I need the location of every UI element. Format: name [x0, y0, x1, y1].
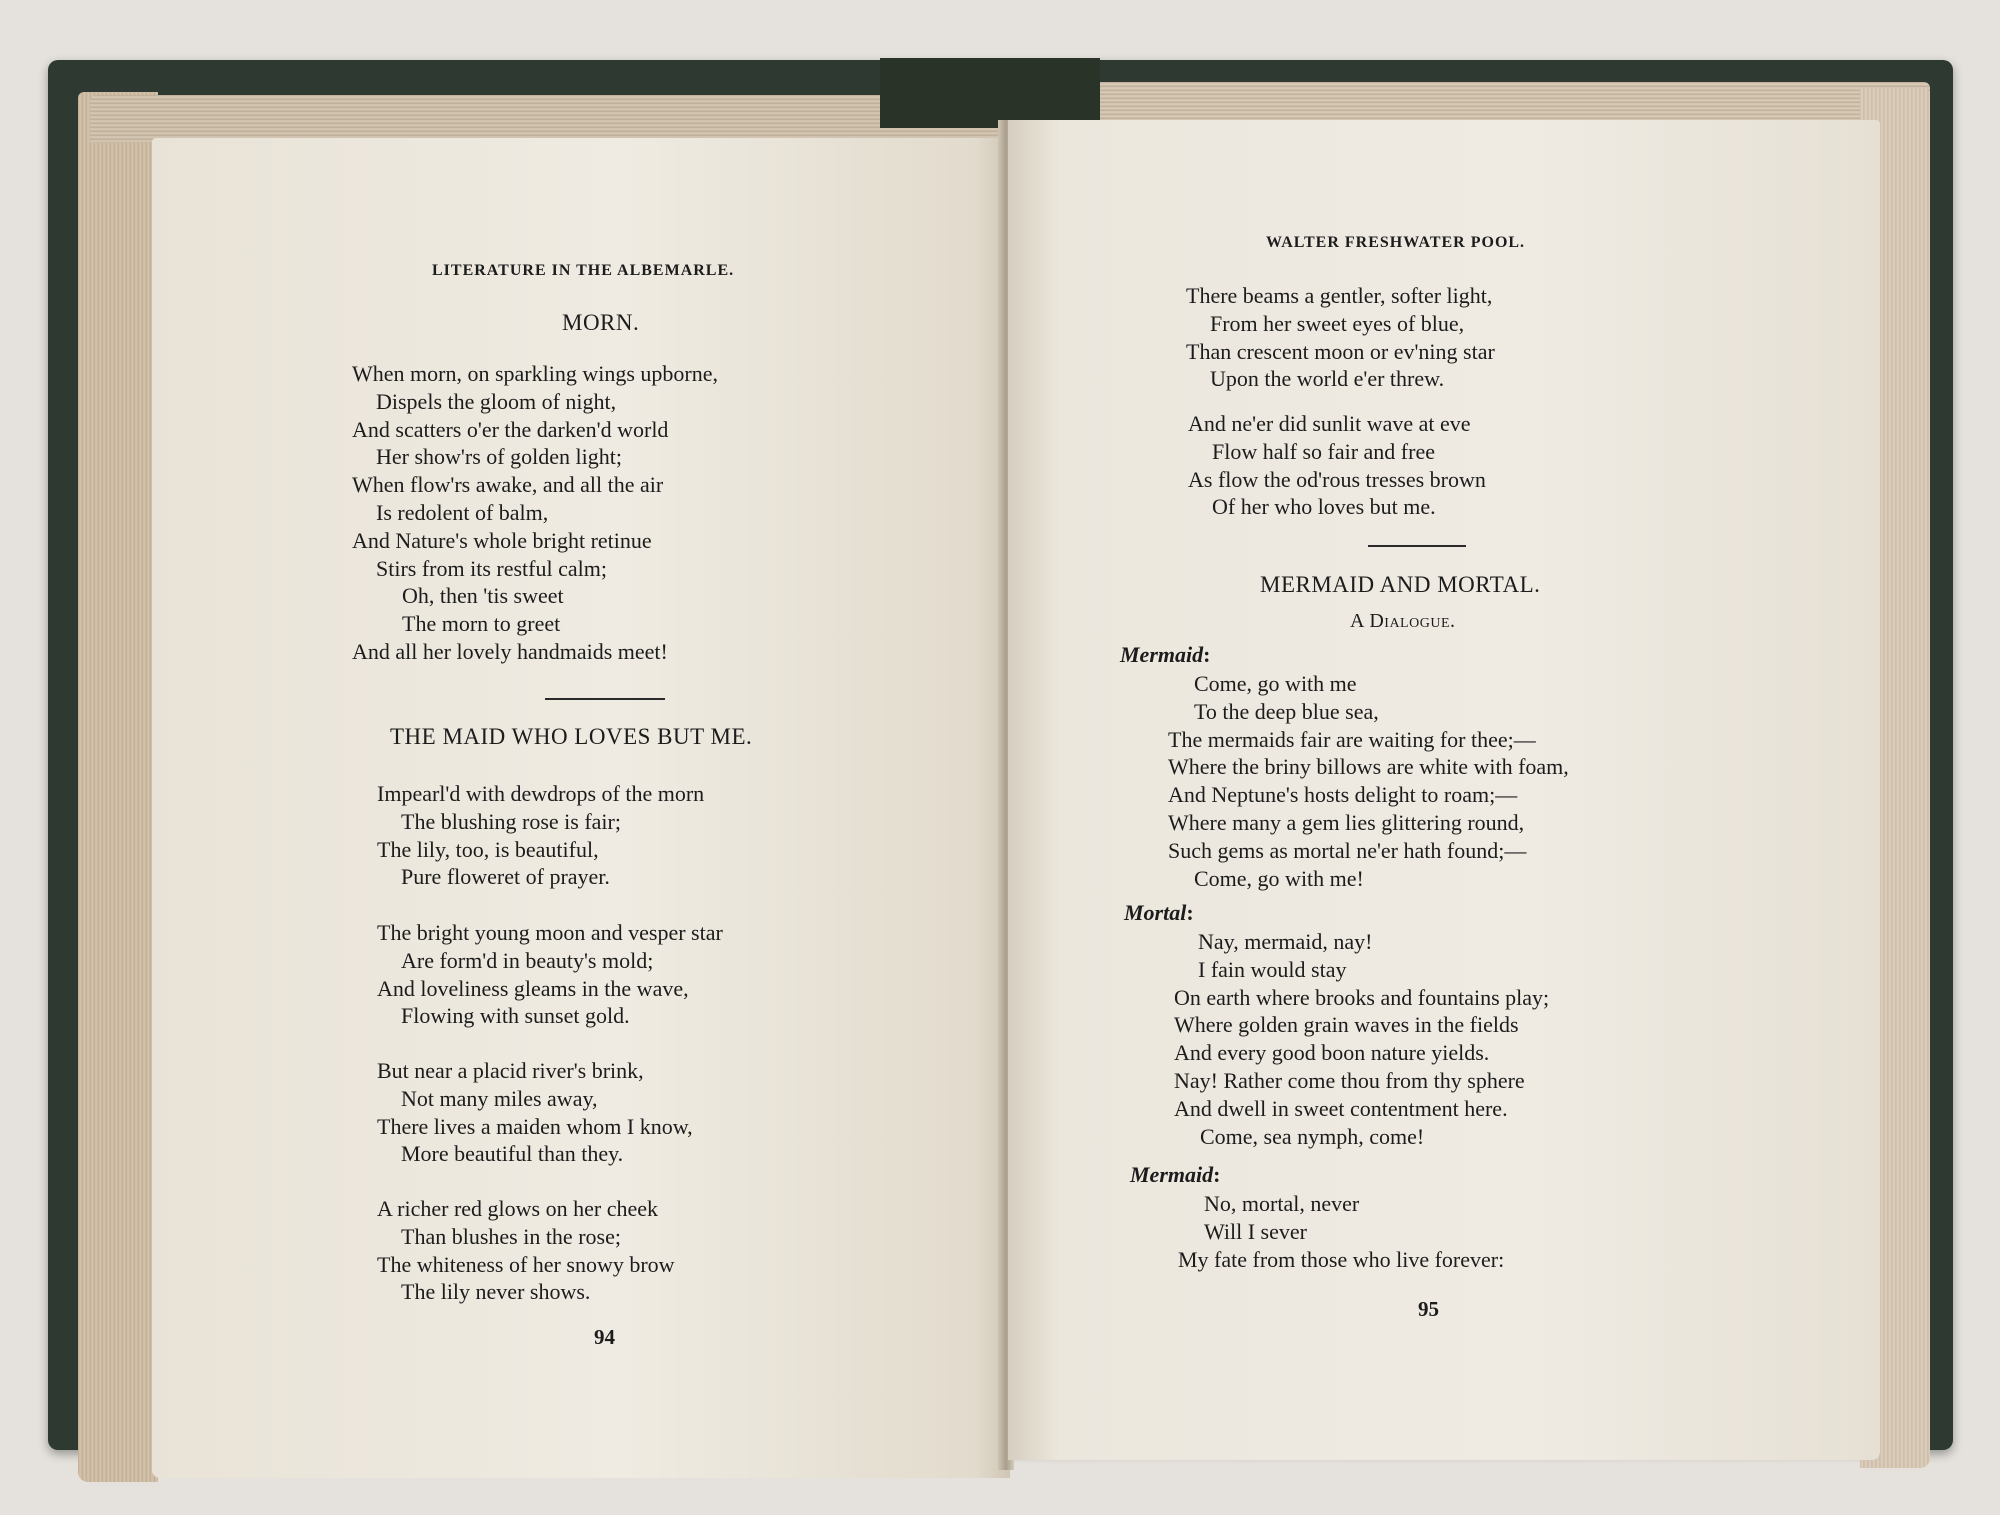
poem-line: Nay, mermaid, nay! — [1198, 929, 1373, 954]
poem-line: Of her who loves but me. — [1212, 494, 1436, 520]
stanza — [1186, 282, 1495, 393]
page-number-right: 95 — [1418, 1297, 1439, 1321]
poem-line: Oh, then 'tis sweet — [402, 583, 564, 609]
poem-line: As flow the od'rous tresses brown — [1188, 466, 1486, 492]
left-running-head: LITERATURE IN THE ALBEMARLE. — [432, 262, 735, 279]
poem-line: And scatters o'er the darken'd world — [352, 416, 669, 442]
poem-line: The lily, too, is beautiful, — [377, 836, 599, 862]
poem-line: On earth where brooks and fountains play; — [1174, 984, 1550, 1010]
poem-line: But near a placid river's brink, — [377, 1058, 644, 1083]
poem-line: Than crescent moon or ev'ning star — [1186, 338, 1495, 364]
poem-line: And all her lovely handmaids meet! — [352, 638, 668, 664]
poem-line: No, mortal, never — [1204, 1191, 1360, 1216]
stanza — [377, 1057, 693, 1168]
poem-line: Come, go with me — [1194, 671, 1357, 696]
section-divider — [545, 698, 665, 700]
poem-line: And Neptune's hosts delight to roam;— — [1168, 782, 1518, 808]
poem-line: Where the briny billows are white with foam, — [1168, 754, 1569, 780]
poem-line: Than blushes in the rose; — [401, 1223, 621, 1249]
poem-line: Are form'd in beauty's mold; — [401, 947, 654, 973]
poem-line: Impearl'd with dewdrops of the morn — [377, 781, 705, 806]
section-divider — [1368, 545, 1466, 547]
poem-line: The blushing rose is fair; — [401, 808, 621, 834]
page-edges-left — [78, 92, 158, 1482]
poem-line: There lives a maiden whom I know, — [377, 1113, 693, 1139]
poem-line: Stirs from its restful calm; — [376, 555, 607, 581]
speaker-label: Mermaid: — [1130, 1162, 1221, 1187]
poem-line: Such gems as mortal ne'er hath found;— — [1168, 837, 1527, 863]
poem-line: And every good boon nature yields. — [1174, 1040, 1490, 1066]
poem-line: Is redolent of balm, — [376, 499, 549, 525]
poem-line: Nay! Rather come thou from thy sphere — [1174, 1067, 1525, 1093]
poem-line: Come, sea nymph, come! — [1200, 1123, 1425, 1149]
poem-line: And ne'er did sunlit wave at eve — [1188, 411, 1471, 436]
poem-line: When morn, on sparkling wings upborne, — [352, 361, 718, 386]
poem-line: The bright young moon and vesper star — [377, 920, 723, 945]
poem-line: To the deep blue sea, — [1194, 698, 1379, 724]
poem-line: Flow half so fair and free — [1212, 438, 1435, 464]
poem-line: Upon the world e'er threw. — [1210, 366, 1445, 392]
poem-line: The morn to greet — [402, 611, 561, 637]
poem-line: The mermaids fair are waiting for thee;— — [1168, 726, 1536, 752]
poem-line: Not many miles away, — [401, 1085, 598, 1111]
poem-line: There beams a gentler, softer light, — [1186, 283, 1493, 308]
poem-title-maid: THE MAID WHO LOVES BUT ME. — [390, 724, 753, 749]
right-page — [1008, 120, 1880, 1460]
right-running-head: WALTER FRESHWATER POOL. — [1266, 234, 1526, 251]
speaker-label: Mortal: — [1124, 900, 1194, 925]
poem-title-morn: MORN. — [562, 310, 640, 335]
mortal-verse-1 — [1174, 928, 1549, 1150]
poem-line: More beautiful than they. — [401, 1141, 624, 1167]
poem-line: And loveliness gleams in the wave, — [377, 975, 689, 1001]
poem-line: Come, go with me! — [1194, 865, 1364, 891]
poem-line: From her sweet eyes of blue, — [1210, 310, 1465, 336]
poem-line: The lily never shows. — [401, 1279, 591, 1305]
poem-line: My fate from those who live forever: — [1178, 1246, 1505, 1272]
speaker-label: Mermaid: — [1120, 642, 1211, 667]
mermaid-verse-1 — [1168, 670, 1569, 892]
mermaid-verse-2 — [1178, 1190, 1504, 1273]
poem-line: A richer red glows on her cheek — [377, 1196, 659, 1221]
poem-line: When flow'rs awake, and all the air — [352, 472, 664, 498]
poem-subtitle: A Dialogue. — [1350, 610, 1456, 632]
poem-line: Pure floweret of prayer. — [401, 864, 610, 890]
poem-title-mermaid: MERMAID AND MORTAL. — [1260, 572, 1541, 597]
poem-line: Where many a gem lies glittering round, — [1168, 809, 1525, 835]
poem-line: Her show'rs of golden light; — [376, 444, 622, 470]
poem-line: I fain would stay — [1198, 956, 1347, 982]
poem-line: And dwell in sweet contentment here. — [1174, 1095, 1508, 1121]
page-edges-top-left — [90, 95, 1010, 143]
page-number-left: 94 — [594, 1325, 615, 1349]
poem-line: Where golden grain waves in the fields — [1174, 1012, 1519, 1038]
stanza — [377, 1195, 675, 1306]
left-page — [152, 138, 1010, 1478]
stanza — [377, 780, 704, 891]
poem-morn — [352, 360, 718, 666]
poem-line: Dispels the gloom of night, — [376, 388, 617, 414]
poem-line: The whiteness of her snowy brow — [377, 1251, 675, 1277]
poem-line: Flowing with sunset gold. — [401, 1003, 630, 1029]
stanza — [377, 919, 723, 1030]
poem-line: Will I sever — [1204, 1218, 1307, 1244]
stanza — [1188, 410, 1486, 521]
poem-line: And Nature's whole bright retinue — [352, 527, 652, 553]
book-spine — [880, 58, 1100, 128]
